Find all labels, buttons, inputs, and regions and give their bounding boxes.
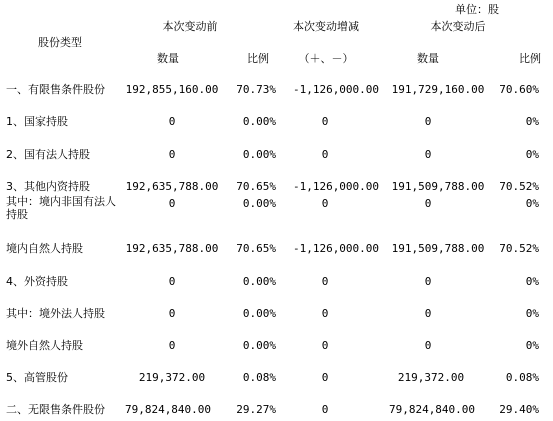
row-label: 境内自然人持股 <box>6 242 83 255</box>
ratio-before: 0.00% <box>242 339 276 352</box>
ratio-after: 70.52% <box>499 180 539 193</box>
row-label: 一、有限售条件股份 <box>6 83 105 96</box>
change: 0 <box>321 339 329 352</box>
header-qty-before: 数量 <box>157 52 179 65</box>
qty-after: 0 <box>424 307 432 320</box>
ratio-after: 0% <box>525 197 539 210</box>
change: 0 <box>321 115 329 128</box>
qty-after: 191,729,160.00 <box>391 83 485 96</box>
qty-before: 0 <box>168 275 176 288</box>
qty-before: 192,635,788.00 <box>125 180 219 193</box>
qty-after: 79,824,840.00 <box>388 403 476 416</box>
header-ratio-before: 比例 <box>247 52 269 65</box>
change: -1,126,000.00 <box>292 180 380 193</box>
ratio-after: 70.52% <box>499 242 539 255</box>
qty-before: 0 <box>168 197 176 210</box>
row-label: 4、外资持股 <box>6 275 68 288</box>
ratio-after: 0.08% <box>505 371 539 384</box>
header-before: 本次变动前 <box>162 20 218 33</box>
ratio-before: 0.00% <box>242 148 276 161</box>
header-ratio-after: 比例 <box>519 52 541 65</box>
qty-before: 0 <box>168 115 176 128</box>
row-label: 5、高管股份 <box>6 371 68 384</box>
ratio-before: 0.00% <box>242 197 276 210</box>
qty-before: 192,635,788.00 <box>125 242 219 255</box>
row-label: 3、其他内资持股 <box>6 180 90 193</box>
qty-after: 191,509,788.00 <box>391 180 485 193</box>
qty-after: 191,509,788.00 <box>391 242 485 255</box>
ratio-before: 70.65% <box>236 180 276 193</box>
ratio-after: 70.60% <box>499 83 539 96</box>
ratio-after: 29.40% <box>499 403 539 416</box>
ratio-after: 0% <box>525 148 539 161</box>
ratio-before: 0.00% <box>242 307 276 320</box>
row-label: 其中：境外法人持股 <box>6 307 105 320</box>
ratio-before: 0.00% <box>242 115 276 128</box>
qty-after: 0 <box>424 197 432 210</box>
qty-after: 0 <box>424 148 432 161</box>
qty-after: 0 <box>424 115 432 128</box>
change: 0 <box>321 307 329 320</box>
ratio-before: 70.65% <box>236 242 276 255</box>
unit-label: 单位：股 <box>455 3 499 16</box>
qty-before: 0 <box>168 307 176 320</box>
qty-after: 0 <box>424 275 432 288</box>
header-qty-after: 数量 <box>417 52 439 65</box>
qty-after: 0 <box>424 339 432 352</box>
change: 0 <box>321 275 329 288</box>
ratio-before: 0.08% <box>242 371 276 384</box>
qty-after: 219,372.00 <box>397 371 465 384</box>
ratio-after: 0% <box>525 275 539 288</box>
ratio-before: 29.27% <box>236 403 276 416</box>
qty-before: 0 <box>168 339 176 352</box>
header-change: 本次变动增减 <box>293 20 359 33</box>
row-label: 二、无限售条件股份 <box>6 403 105 416</box>
qty-before: 79,824,840.00 <box>124 403 212 416</box>
header-share-type: 股份类型 <box>38 36 82 49</box>
header-after: 本次变动后 <box>430 20 486 33</box>
change: 0 <box>321 148 329 161</box>
qty-before: 192,855,160.00 <box>125 83 219 96</box>
ratio-after: 0% <box>525 307 539 320</box>
ratio-after: 0% <box>525 115 539 128</box>
qty-before: 219,372.00 <box>138 371 206 384</box>
change: 0 <box>321 403 329 416</box>
qty-before: 0 <box>168 148 176 161</box>
change: 0 <box>321 197 329 210</box>
ratio-before: 0.00% <box>242 275 276 288</box>
row-label: 境外自然人持股 <box>6 339 83 352</box>
row-label: 2、国有法人持股 <box>6 148 90 161</box>
ratio-after: 0% <box>525 339 539 352</box>
row-label: 其中：境内非国有法人持股 <box>6 195 116 221</box>
row-label: 1、国家持股 <box>6 115 68 128</box>
ratio-before: 70.73% <box>236 83 276 96</box>
header-change-sign: （＋、－） <box>298 52 354 65</box>
change: 0 <box>321 371 329 384</box>
change: -1,126,000.00 <box>292 242 380 255</box>
change: -1,126,000.00 <box>292 83 380 96</box>
